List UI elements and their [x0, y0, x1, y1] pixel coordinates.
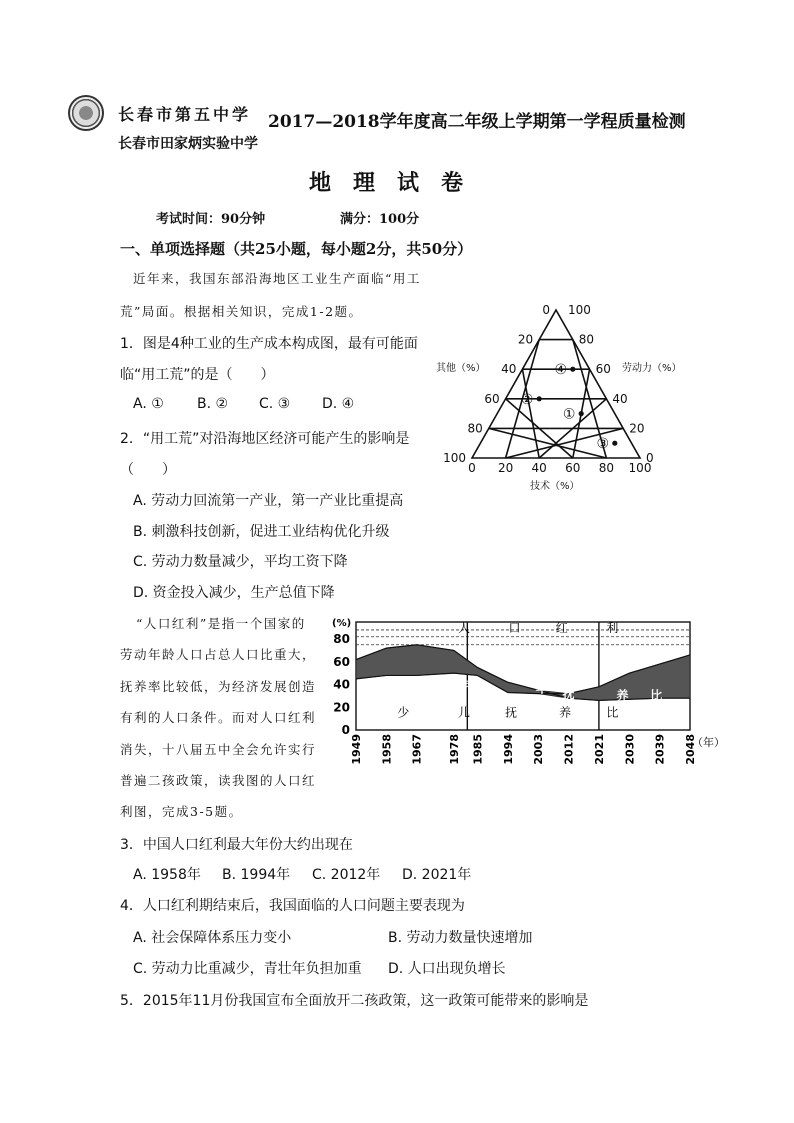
q1-option-a[interactable]: A. ①: [133, 396, 164, 412]
pop-annotation: 年: [535, 681, 548, 696]
q4-option-d[interactable]: D. 人口出现负增长: [388, 961, 506, 977]
q1-stem-line1: 1．图是4种工业的生产成本构成图，最有可能面: [120, 336, 418, 352]
pop-x-tick: 2012: [562, 734, 576, 765]
ternary-point-label: ②: [520, 391, 534, 408]
pop-y-tick: 40: [333, 677, 350, 692]
pop-y-tick: 20: [333, 700, 350, 715]
ternary-bottom-tick: 100: [628, 461, 652, 475]
q1-option-d[interactable]: D. ④: [322, 396, 355, 412]
pop-x-tick: 2003: [532, 734, 546, 765]
intro2-line4: 有利的人口条件。而对人口红利: [120, 710, 317, 725]
q2-option-c[interactable]: C. 劳动力数量减少，平均工资下降: [133, 554, 348, 570]
pop-dependency-band: [356, 645, 690, 701]
ternary-point: [537, 396, 542, 401]
ternary-right-tick: 100: [568, 303, 591, 317]
intro1-line2: 荒”局面。根据相关知识，完成1-2题。: [120, 304, 363, 319]
ternary-left-tick: 60: [484, 391, 500, 406]
ternary-left-tick: 0: [542, 303, 550, 317]
ternary-point: [570, 367, 575, 372]
ternary-bottom-tick: 80: [598, 461, 615, 475]
ternary-outline: [472, 310, 640, 458]
pop-x-tick: 1949: [350, 734, 363, 765]
pop-x-tick: 1994: [501, 734, 515, 765]
pop-annotation: 养: [559, 705, 572, 720]
pop-x-tick: 2048: [684, 734, 697, 765]
intro2-line1: “人口红利”是指一个国家的: [136, 616, 306, 631]
intro2-line3: 抚养率比较低，为经济发展创造: [120, 679, 317, 694]
pop-annotation: 老: [464, 678, 477, 693]
full-score: 满分：100分: [340, 212, 420, 227]
ternary-bottom-tick: 0: [468, 461, 476, 475]
pop-x-tick: 2030: [623, 734, 637, 765]
school-logo: [68, 95, 104, 131]
exam-time: 考试时间：90分钟: [156, 212, 266, 227]
intro2-line2: 劳动年龄人口占总人口比重大，: [120, 647, 317, 662]
q2-option-a[interactable]: A. 劳动力回流第一产业，第一产业比重提高: [133, 493, 404, 509]
section-heading: 一、单项选择题（共25小题，每小题2分，共50分）: [120, 240, 473, 258]
pop-x-tick: 2039: [653, 734, 667, 765]
ternary-chart: [430, 292, 690, 498]
pop-y-tick: 0: [341, 723, 350, 737]
pop-annotation: 人: [457, 621, 470, 636]
population-dividend-chart: [328, 612, 725, 772]
ternary-right-tick: 0: [646, 451, 654, 465]
ternary-left-axis-label: 其他（%）: [436, 363, 486, 374]
intro2-line7: 利图，完成3-5题。: [120, 804, 243, 819]
paper-title: 地理试卷: [308, 170, 485, 196]
q2-option-b[interactable]: B. 刺激科技创新，促进工业结构优化升级: [133, 524, 390, 540]
ternary-left-tick: 80: [467, 421, 483, 436]
intro2-line5: 消失，十八届五中全会允许实行: [120, 742, 317, 757]
q1-option-b[interactable]: B. ②: [197, 396, 229, 412]
pop-annotation: 比: [606, 705, 619, 720]
ternary-left-tick: 40: [501, 362, 517, 377]
ternary-left-tick: 100: [443, 451, 466, 465]
ternary-bottom-tick: 40: [531, 461, 547, 475]
pop-annotation: 比: [650, 688, 663, 703]
ternary-point-label: ④: [554, 362, 568, 379]
pop-annotation: 养: [616, 688, 629, 703]
q2-option-d[interactable]: D. 资金投入减少，生产总值下降: [133, 585, 335, 601]
pop-annotation: 抚: [505, 705, 518, 720]
pop-annotation: 利: [606, 621, 619, 636]
ternary-grid-line: [522, 369, 539, 458]
q4-option-c[interactable]: C. 劳动力比重减少，青壮年负担加重: [133, 961, 362, 977]
q3-option-b[interactable]: B. 1994年: [222, 867, 291, 883]
pop-x-tick: 2021: [592, 734, 606, 765]
ternary-left-tick: 20: [517, 332, 534, 347]
pop-y-tick: 60: [333, 654, 350, 669]
ternary-point: [612, 441, 617, 446]
ternary-right-axis-label: 劳动力（%）: [622, 363, 682, 374]
q2-stem-line1: 2．“用工荒”对沿海地区经济可能产生的影响是: [120, 431, 410, 447]
ternary-bottom-axis-label: 技术（%）: [530, 481, 580, 492]
pop-x-tick: 1978: [447, 734, 461, 765]
ternary-right-tick: 40: [612, 391, 628, 406]
school-name-2: 长春市田家炳实验中学: [118, 136, 258, 152]
pop-annotation: 少: [397, 705, 410, 720]
q1-option-c[interactable]: C. ③: [259, 396, 291, 412]
ternary-point-label: ①: [562, 406, 576, 423]
ternary-bottom-tick: 20: [497, 461, 514, 475]
ternary-point-label: ③: [596, 436, 610, 453]
pop-x-tick: 1958: [380, 734, 394, 765]
q4-option-b[interactable]: B. 劳动力数量快速增加: [388, 930, 533, 946]
pop-y-label: (%): [332, 618, 352, 629]
q4-option-a[interactable]: A. 社会保障体系压力变小: [133, 930, 292, 946]
q1-stem-line2: 临“用工荒”的是（ ）: [120, 367, 275, 383]
ternary-right-tick: 20: [629, 421, 645, 436]
q2-stem-line2: （ ）: [120, 462, 176, 478]
school-name-1: 长春市第五中学: [118, 105, 252, 124]
exam-title: 2017—2018学年度高二年级上学期第一学程质量检测: [268, 112, 686, 132]
ternary-right-tick: 80: [578, 332, 595, 347]
pop-x-tick: 1967: [410, 734, 424, 765]
intro2-line6: 普遍二孩政策，读我图的人口红: [120, 773, 317, 788]
q3-option-d[interactable]: D. 2021年: [402, 867, 472, 883]
q3-option-a[interactable]: A. 1958年: [133, 867, 201, 883]
ternary-point: [579, 411, 584, 416]
q3-stem: 3．中国人口红利最大年份大约出现在: [120, 837, 353, 853]
intro1-line1: 近年来，我国东部沿海地区工业生产面临“用工: [133, 271, 421, 286]
q5-stem: 5．2015年11月份我国宣布全面放开二孩政策，这一政策可能带来的影响是: [120, 993, 589, 1009]
pop-annotation: 红: [555, 621, 568, 636]
pop-x-tick: 1985: [471, 734, 485, 765]
pop-annotation: 儿: [457, 705, 470, 720]
ternary-right-tick: 60: [595, 362, 611, 377]
q4-stem: 4．人口红利期结束后，我国面临的人口问题主要表现为: [120, 898, 465, 914]
pop-x-label: （年）: [692, 736, 725, 749]
pop-annotation: 抚: [562, 687, 575, 702]
ternary-bottom-tick: 60: [565, 461, 581, 475]
pop-annotation: 口: [508, 621, 521, 636]
q3-option-c[interactable]: C. 2012年: [312, 867, 381, 883]
pop-y-tick: 80: [333, 632, 350, 647]
